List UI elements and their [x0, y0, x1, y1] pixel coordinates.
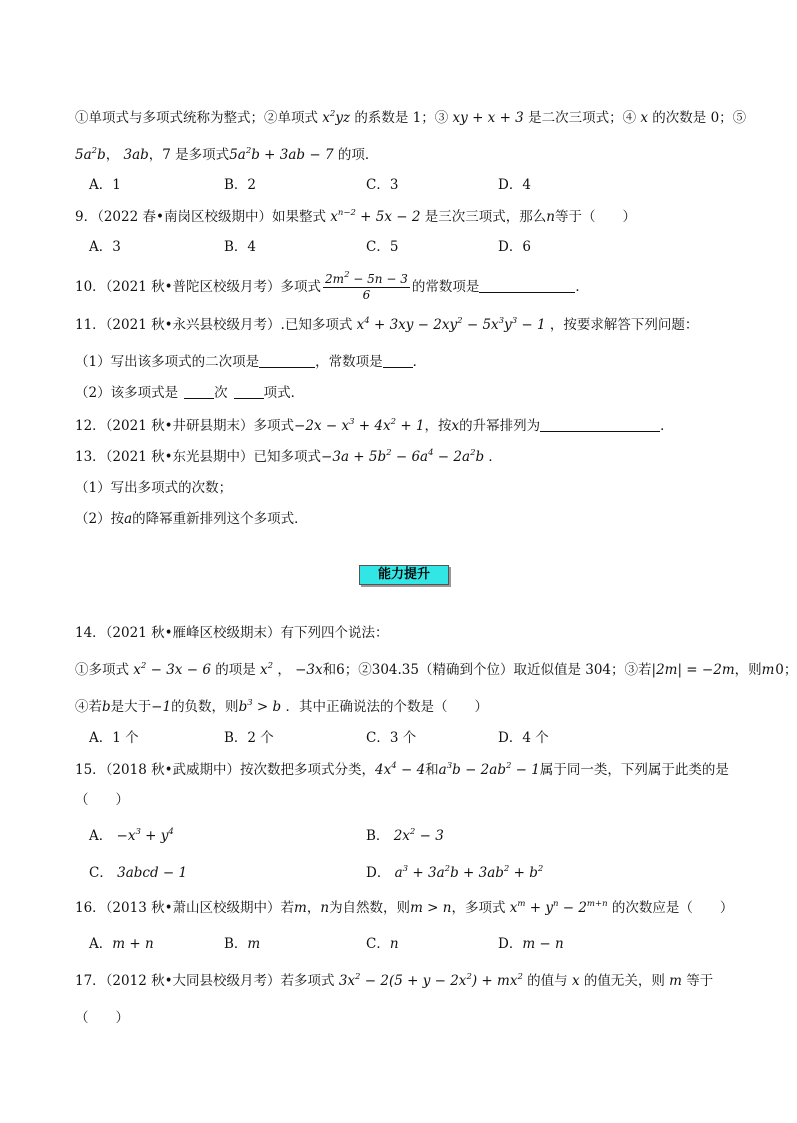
math-expr: $-x^3 + y^4$ [112, 827, 174, 844]
q16-text: 为自然数，则 [329, 900, 411, 916]
q14-text: ④若 [75, 699, 102, 715]
q13-sub2 [75, 509, 308, 529]
q9-text: 等于（ ） [554, 209, 636, 225]
math-expr: m [664, 973, 687, 989]
q14-stem: 14．（2021 秋•雁峰区校级期末）有下列四个说法： [75, 625, 389, 641]
q12-text: 12．（2021 秋•井研县期末）多项式 [75, 418, 295, 434]
q14-text: ①多项式 [75, 662, 129, 678]
q17-paren: （ ） [75, 1010, 129, 1026]
answer-blank[interactable] [479, 278, 575, 293]
q15-stem [75, 760, 729, 780]
q12-text: ，按 [424, 418, 452, 434]
q14-text: ．其中正确说法的个数是（ ） [285, 699, 488, 715]
q12-text: ． [660, 418, 674, 434]
math-expr: m > n [410, 900, 452, 916]
math-expr: $2x^2 - 3$ [389, 827, 444, 844]
q10-text: 10．（2021 秋•普陀区校级月考）多项式 [75, 279, 322, 295]
option-letter: D． [366, 865, 391, 881]
q14-text: ， [277, 662, 291, 678]
math-expr: $5a^2b$ [75, 146, 106, 163]
math-expr: xy + x + 3 [448, 110, 529, 126]
q8-line2 [75, 145, 378, 165]
q14-text: 的项是 [215, 662, 256, 678]
q11-sub2 [75, 383, 304, 403]
math-expr: x [451, 418, 460, 434]
q17-text: 的值与 [527, 973, 568, 989]
q11-text: ，常数项是 [315, 354, 383, 370]
q16-option-a [89, 934, 154, 954]
q13-text: 的降幂重新排列这个多项式． [132, 511, 308, 527]
answer-blank[interactable] [540, 417, 660, 432]
math-expr: $x^2yz$ [318, 109, 355, 126]
math-expr: $x^2$ [255, 661, 274, 678]
q9-stem [75, 207, 636, 227]
q15-text: 属于同一类，下列属于此类的是 [539, 762, 729, 778]
q12-stem [75, 416, 674, 436]
math-expr: x [636, 110, 653, 126]
q15-paren: （ ） [75, 792, 129, 808]
option-letter: A． [89, 936, 113, 952]
q13-stem [75, 447, 502, 467]
math-expr: $x^{n-2} + 5x - 2$ [325, 208, 425, 225]
q17-text: 的值无关，则 [583, 973, 665, 989]
q8-option-d: D．4 [498, 177, 531, 193]
q8-line1 [75, 108, 746, 128]
q8-seven: ，7 是多项式 [148, 147, 230, 163]
q11-stem [75, 315, 698, 335]
q11-text: ，按要求解答下列问题： [549, 317, 699, 333]
q16-text: 16．（2013 秋•萧山区校级期中）若 [75, 900, 295, 916]
option-letter: C． [89, 865, 113, 881]
math-expr: m [294, 900, 307, 916]
option-letter: B． [366, 828, 390, 844]
q10-stem [75, 272, 589, 303]
q13-sub1: （1）写出多项式的次数； [75, 480, 233, 496]
q14-line2 [75, 697, 488, 717]
q16-text: ， [306, 900, 321, 916]
q8-option-c: C．3 [366, 177, 399, 193]
option-letter: A． [89, 828, 113, 844]
q16-text: ，多项式 [451, 900, 506, 916]
answer-blank[interactable] [383, 353, 413, 368]
math-expr: m [247, 936, 261, 952]
q9-option-a: A．3 [89, 239, 121, 255]
math-expr: $3x^2 - 2(5 + y - 2x^2) + mx^2$ [334, 972, 523, 989]
q14-text: 是大于 [110, 699, 152, 715]
q15-text: 15．（2018 秋•武威期中）按次数把多项式分类， [75, 762, 376, 778]
math-expr: m [761, 662, 775, 678]
q14-text: 和6；②304.35（精确到个位）取近似值是 304；③若 [322, 662, 652, 678]
math-expr: n [389, 936, 399, 952]
q8-comma: ， [105, 147, 120, 163]
q14-text: ，则 [734, 662, 762, 678]
q11-text: （1）写出该多项式的二次项是 [75, 354, 260, 370]
answer-blank[interactable] [259, 353, 315, 368]
q14-line1 [75, 660, 797, 680]
q15-option-b [366, 826, 444, 846]
q9-text: 是三次三项式，那么 [424, 209, 547, 225]
q16-option-d [498, 934, 564, 954]
answer-blank[interactable] [234, 384, 264, 399]
q8-end: 的项． [337, 147, 379, 163]
math-expr: $x^4 + 3xy - 2xy^2 - 5x^3y^3 - 1$ [352, 316, 550, 333]
q11-text: 项式． [263, 385, 305, 401]
math-expr: −3x [290, 662, 323, 678]
math-expr: a [124, 511, 133, 527]
q8-option-a: A．1 [89, 177, 121, 193]
q14-option-a: A．1 个 [89, 730, 139, 746]
option-letter: C． [366, 936, 390, 952]
q11-text: 11．（2021 秋•永兴县校级月考）.已知多项式 [75, 317, 353, 333]
q9-option-c: C．5 [366, 239, 399, 255]
q15-option-a [89, 826, 174, 846]
q8-statement-2b-3: 的系数是 1；③ [354, 110, 449, 126]
q16-stem [75, 898, 733, 918]
math-expr: $x^2 - 3x - 6$ [129, 661, 216, 678]
option-letter: D． [498, 936, 523, 952]
math-expr: m + n [112, 936, 154, 952]
math-expr: $-2x - x^3 + 4x^2 + 1$ [294, 417, 425, 434]
math-expr: |2m| = −2m [651, 662, 735, 678]
fraction: $\frac{2m^2 - 5n - 3}{6}$ [325, 270, 408, 302]
math-expr: n [320, 900, 330, 916]
q11-text: 次 [214, 385, 228, 401]
q9-text: 9．（2022 春•南岗区校级期中）如果整式 [75, 209, 326, 225]
math-expr: $b^3 > b$ [238, 698, 286, 715]
q17-stem [75, 971, 713, 991]
q15-option-c [89, 863, 187, 883]
q8-statement-4b-5: 的次数是 0；⑤ [652, 110, 747, 126]
math-expr: $4x^4 - 4$ [375, 761, 426, 778]
q12-text: 的升幂排列为 [459, 418, 541, 434]
q11-sub1 [75, 352, 426, 372]
q10-text: 的常数项是 [411, 279, 480, 295]
q13-text: （2）按 [75, 511, 125, 527]
math-expr: 3abcd − 1 [112, 865, 188, 881]
q14-option-b: B．2 个 [224, 730, 274, 746]
q11-text: ． [412, 354, 427, 370]
q14-option-c: C．3 个 [366, 730, 417, 746]
section-banner: 能力提升 [359, 565, 449, 585]
math-expr: 3ab [119, 147, 149, 163]
math-expr: $a^3b - 2ab^2 - 1$ [438, 761, 540, 778]
math-expr: n [546, 209, 555, 225]
q17-text: 17．（2012 秋•大同县校级月考）若多项式 [75, 973, 335, 989]
math-expr: x [567, 973, 584, 989]
q14-option-d: D．4 个 [498, 730, 549, 746]
math-expr: $a^3 + 3a^2b + 3ab^2 + b^2$ [390, 864, 544, 881]
q8-statement-1-2: ①单项式与多项式统称为整式；②单项式 [75, 110, 318, 126]
q8-statement-3b-4: 是二次三项式；④ [528, 110, 637, 126]
q8-option-b: B．2 [224, 177, 257, 193]
q17-text: 等于 [686, 973, 714, 989]
q14-text: 0； [775, 662, 797, 678]
q10-text: ． [575, 279, 589, 295]
q13-text: 13．（2021 秋•东光县期中）已知多项式 [75, 449, 322, 465]
q9-option-b: B．4 [224, 239, 257, 255]
q15-text: 和 [425, 762, 439, 778]
option-letter: B． [224, 936, 248, 952]
q14-text: 的负数，则 [171, 699, 239, 715]
q16-option-c [366, 934, 399, 954]
q11-text: （2）该多项式是 [75, 385, 179, 401]
q16-text: 的次数应是（ ） [611, 900, 734, 916]
math-expr: $x^m + y^n - 2^{m+n}$ [505, 899, 608, 916]
q9-option-d: D．6 [498, 239, 531, 255]
q15-option-d [366, 863, 543, 883]
math-expr: b [102, 699, 111, 715]
math-expr: $5a^2b + 3ab - 7$ [229, 146, 338, 163]
math-expr: m − n [522, 936, 564, 952]
q13-text: ． [488, 449, 502, 465]
math-expr: −1 [151, 699, 172, 715]
q16-option-b [224, 934, 260, 954]
math-expr: $-3a + 5b^2 - 6a^4 - 2a^2b$ [321, 448, 489, 465]
answer-blank[interactable] [184, 384, 214, 399]
